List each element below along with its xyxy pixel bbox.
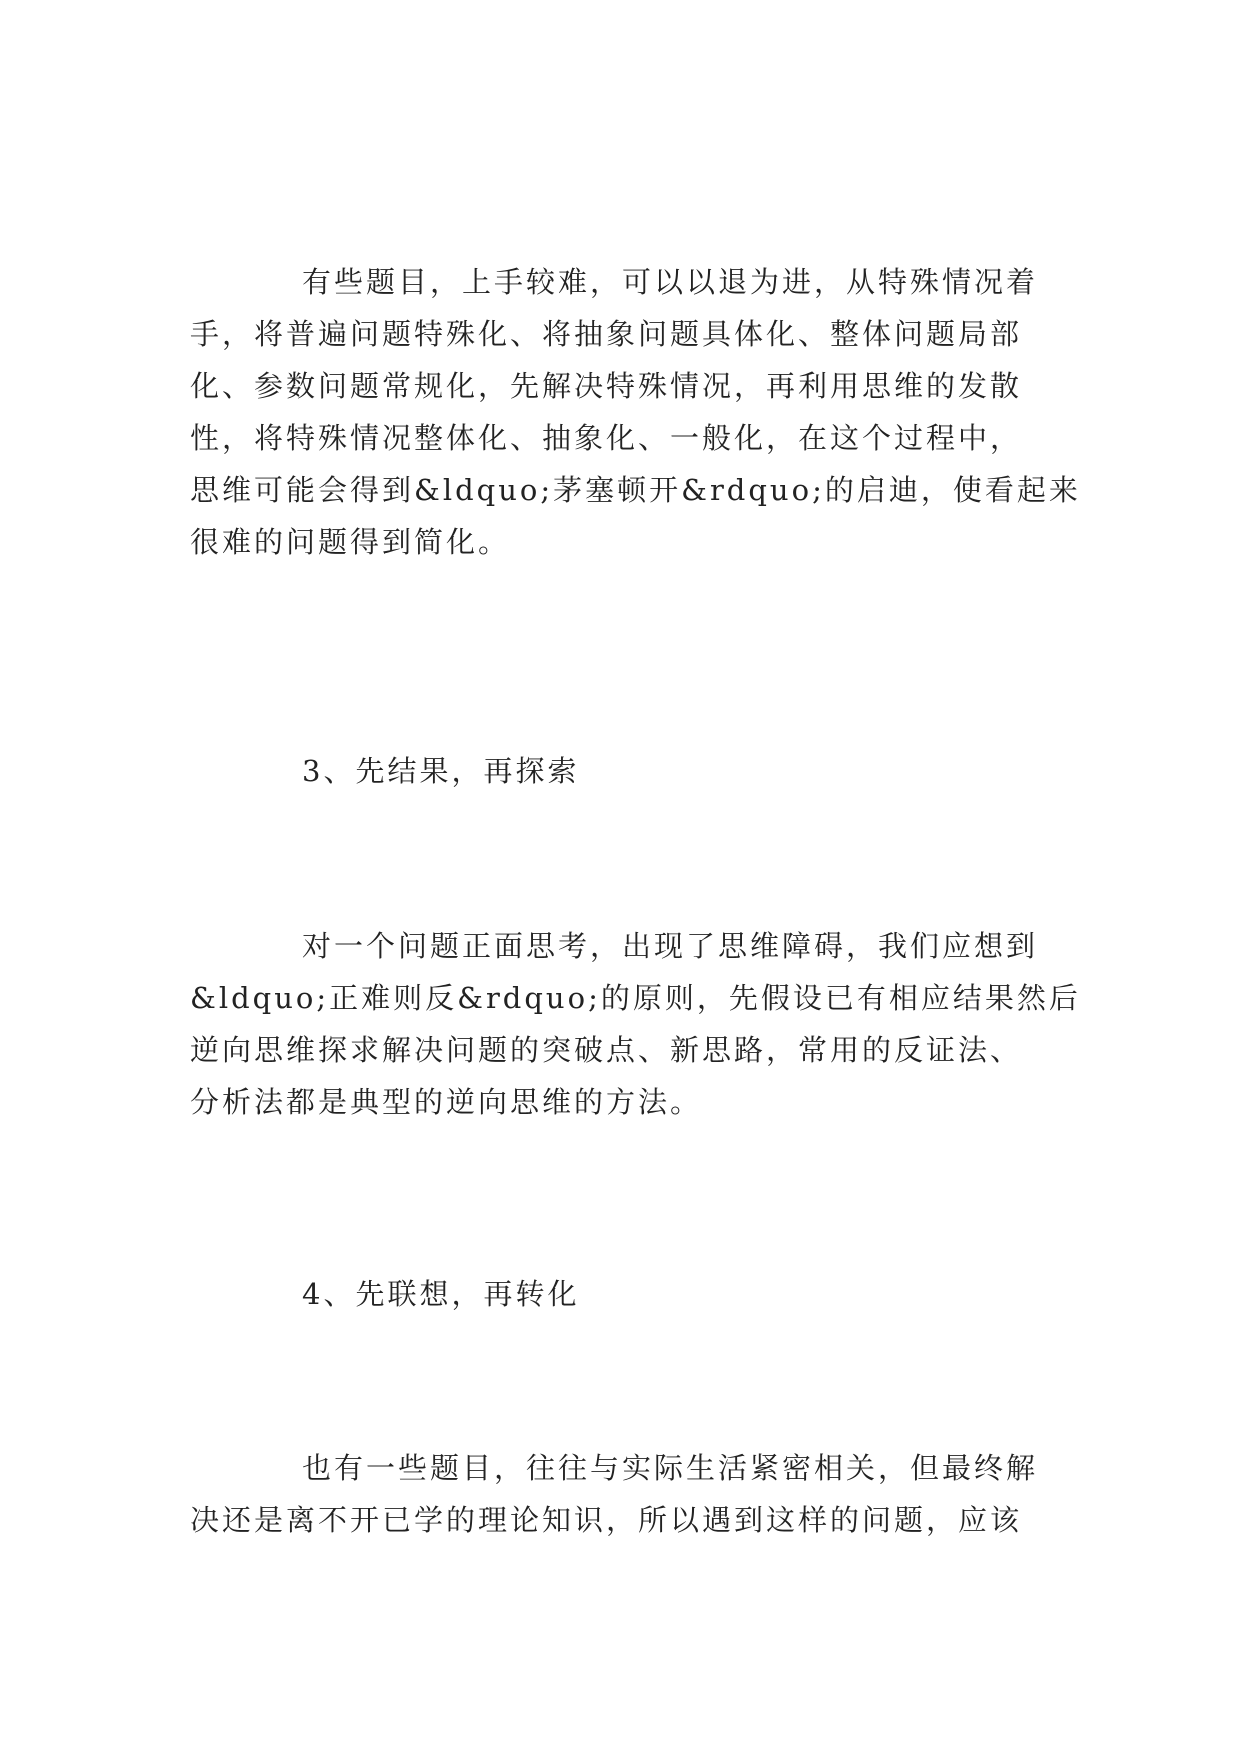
paragraph-reverse-thinking [190,920,1081,1128]
paragraph-association [190,1442,1070,1546]
paragraph-line: 性，将特殊情况整体化、抽象化、一般化，在这个过程中， [190,421,1023,455]
paragraph-line: 化、参数问题常规化，先解决特殊情况，再利用思维的发散 [190,369,1023,403]
paragraph-line: 有些题目，上手较难，可以以退为进，从特殊情况着 [302,265,1039,299]
paragraph-line: 对一个问题正面思考，出现了思维障碍，我们应想到 [302,929,1039,963]
paragraph-line: 思维可能会得到&ldquo;茅塞顿开&rdquo;的启迪，使看起来 [190,473,1081,507]
section-heading-text: 3、先结果，再探索 [302,754,580,788]
paragraph-special-cases [190,256,1081,568]
paragraph-line: 也有一些题目，往往与实际生活紧密相关，但最终解 [302,1451,1039,1485]
paragraph-line: 决还是离不开已学的理论知识，所以遇到这样的问题，应该 [190,1503,1023,1537]
paragraph-line: 逆向思维探求解决问题的突破点、新思路，常用的反证法、 [190,1033,1023,1067]
section-heading-4 [190,1268,1070,1320]
section-heading-3 [190,745,1070,797]
section-heading-text: 4、先联想，再转化 [302,1277,580,1311]
paragraph-line: 手，将普遍问题特殊化、将抽象问题具体化、整体问题局部 [190,317,1023,351]
paragraph-line: 很难的问题得到简化。 [190,525,511,559]
paragraph-line: &ldquo;正难则反&rdquo;的原则，先假设已有相应结果然后 [190,981,1081,1015]
paragraph-line: 分析法都是典型的逆向思维的方法。 [190,1085,703,1119]
